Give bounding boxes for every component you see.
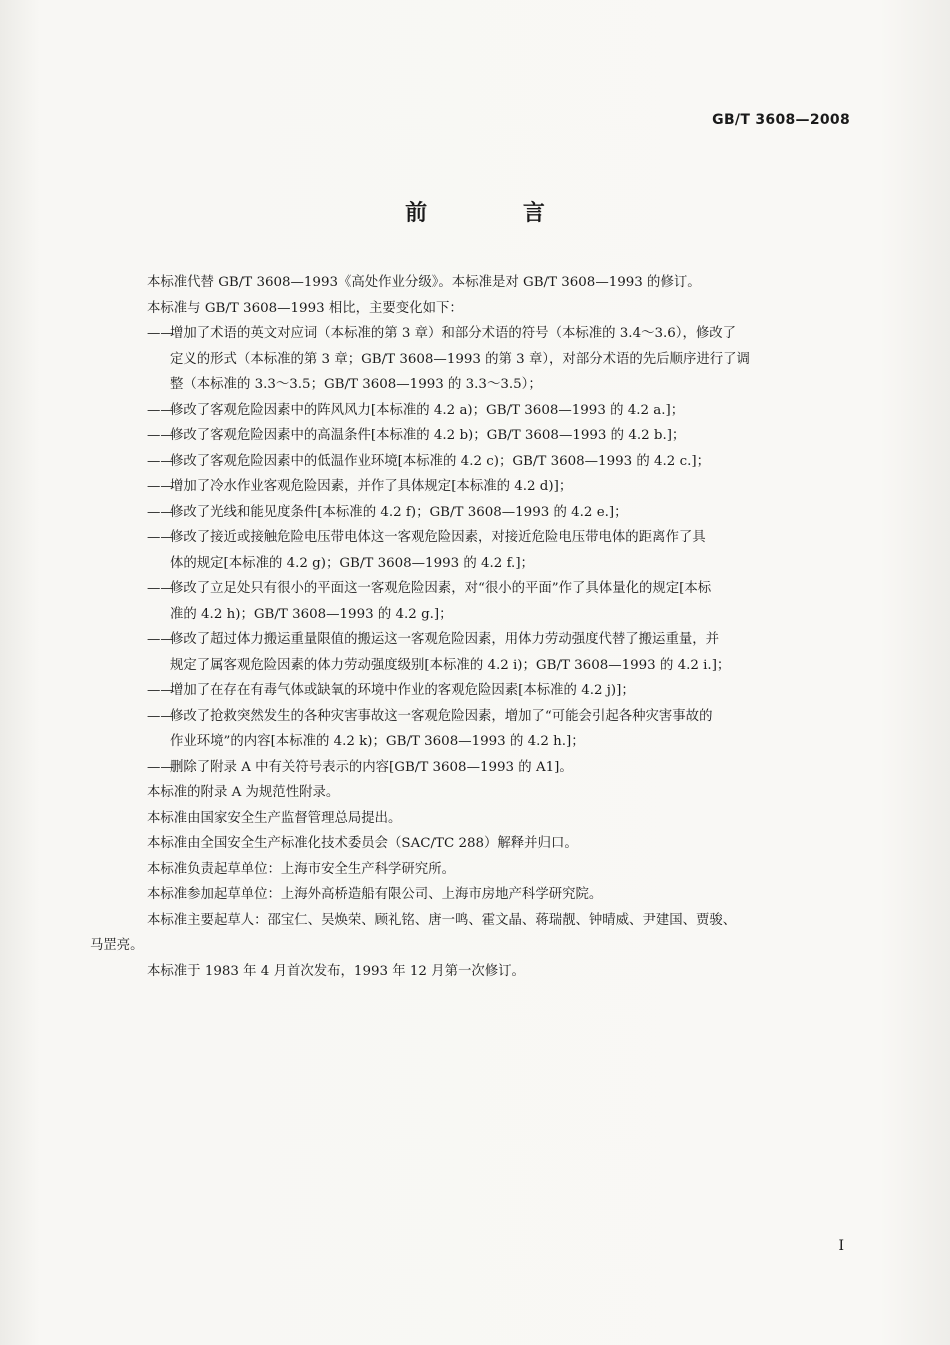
drafters-line: 本标准主要起草人：邵宝仁、吴焕荣、顾礼铭、唐一鸣、霍文晶、蒋瑞靓、钟晴威、尹建国、贾骏、 [147,912,737,928]
change-item [90,704,860,755]
dash-marker: —— [147,683,174,698]
change-item [90,755,860,781]
paragraph-participating-drafters: 本标准参加起草单位：上海外高桥造船有限公司、上海市房地产科学研究院。 [147,887,603,902]
change-line: 修改了客观危险因素中的低温作业环境[本标准的 4.2 c)；GB/T 3608—1993 的 4.2 c.]； [170,453,710,469]
dash-marker: —— [147,708,174,724]
dash-marker: —— [147,530,174,545]
paragraph-replaces: 本标准代替 GB/T 3608—1993《高处作业分级》。本标准是对 GB/T 3608—1993 的修订。 [147,275,701,290]
change-line: 整（本标准的 3.3～3.5；GB/T 3608—1993 的 3.3～3.5）； [170,377,542,392]
change-line: 增加了在存在有毒气体或缺氧的环境中作业的客观危险因素[本标准的 4.2 j)]； [170,683,635,698]
change-item [90,500,860,526]
change-item [90,398,860,424]
change-line: 定义的形式（本标准的第 3 章；GB/T 3608—1993 的第 3 章），对部分术语的先后顺序进行了调 [170,351,750,367]
dash-marker: —— [147,504,174,520]
change-line: 增加了冷水作业客观危险因素，并作了具体规定[本标准的 4.2 d)]； [170,479,573,494]
change-line: 准的 4.2 h)；GB/T 3608—1993 的 4.2 g.]； [170,606,453,622]
paragraph-lead-drafter: 本标准负责起草单位：上海市安全生产科学研究所。 [147,861,455,877]
drafters-line: 马罡亮。 [90,938,144,953]
page-number: I [838,1238,844,1254]
change-item [90,474,860,500]
change-item [90,449,860,475]
change-item [90,525,860,576]
change-item [90,627,860,678]
change-line: 修改了光线和能见度条件[本标准的 4.2 f)；GB/T 3608—1993 的 4.2 e.]； [170,504,628,520]
paragraph-history: 本标准于 1983 年 4 月首次发布，1993 年 12 月第一次修订。 [147,963,525,979]
change-line: 体的规定[本标准的 4.2 g)；GB/T 3608—1993 的 4.2 f.]； [170,555,534,571]
change-line: 修改了超过体力搬运重量限值的搬运这一客观危险因素，用体力劳动强度代替了搬运重量，并 [170,632,720,647]
change-line: 修改了抢救突然发生的各种灾害事故这一客观危险因素，增加了“可能会引起各种灾害事故的 [170,708,713,724]
dash-marker: —— [147,326,174,341]
paragraph-drafters [90,908,860,959]
change-item [90,678,860,704]
paragraph-proposer: 本标准由国家安全生产监督管理总局提出。 [147,810,402,826]
change-line: 修改了客观危险因素中的高温条件[本标准的 4.2 b)；GB/T 3608—1993 的 4.2 b.]； [170,428,686,443]
change-line: 删除了附录 A 中有关符号表示的内容[GB/T 3608—1993 的 A1]。 [170,759,573,775]
change-line: 作业环境”的内容[本标准的 4.2 k)；GB/T 3608—1993 的 4.2 h.]； [170,734,585,749]
paragraph-changes-intro: 本标准与 GB/T 3608—1993 相比，主要变化如下： [147,300,463,316]
change-line: 修改了客观危险因素中的阵风风力[本标准的 4.2 a)；GB/T 3608—1993 的 4.2 a.]； [170,402,685,418]
dash-marker: —— [147,453,174,469]
dash-marker: —— [147,428,174,443]
change-line: 增加了术语的英文对应词（本标准的第 3 章）和部分术语的符号（本标准的 3.4～3.6），修改了 [170,326,737,341]
change-item [90,423,860,449]
dash-marker: —— [147,479,174,494]
change-line: 修改了立足处只有很小的平面这一客观危险因素，对“很小的平面”作了具体量化的规定[本标 [170,581,712,596]
paragraph-appendix: 本标准的附录 A 为规范性附录。 [147,785,340,800]
dash-marker: —— [147,632,174,647]
change-item [90,321,860,398]
preface-body [90,270,860,984]
paragraph-committee: 本标准由全国安全生产标准化技术委员会（SAC/TC 288）解释并归口。 [147,836,578,851]
change-line: 修改了接近或接触危险电压带电体这一客观危险因素，对接近危险电压带电体的距离作了具 [170,530,706,545]
page-title: 前 言 [405,201,589,226]
dash-marker: —— [147,581,174,596]
change-line: 规定了属客观危险因素的体力劳动强度级别[本标准的 4.2 i)；GB/T 3608—1993 的 4.2 i.]； [170,657,731,673]
change-item [90,576,860,627]
standard-code: GB/T 3608—2008 [712,112,850,128]
dash-marker: —— [147,402,174,418]
dash-marker: —— [147,759,174,775]
